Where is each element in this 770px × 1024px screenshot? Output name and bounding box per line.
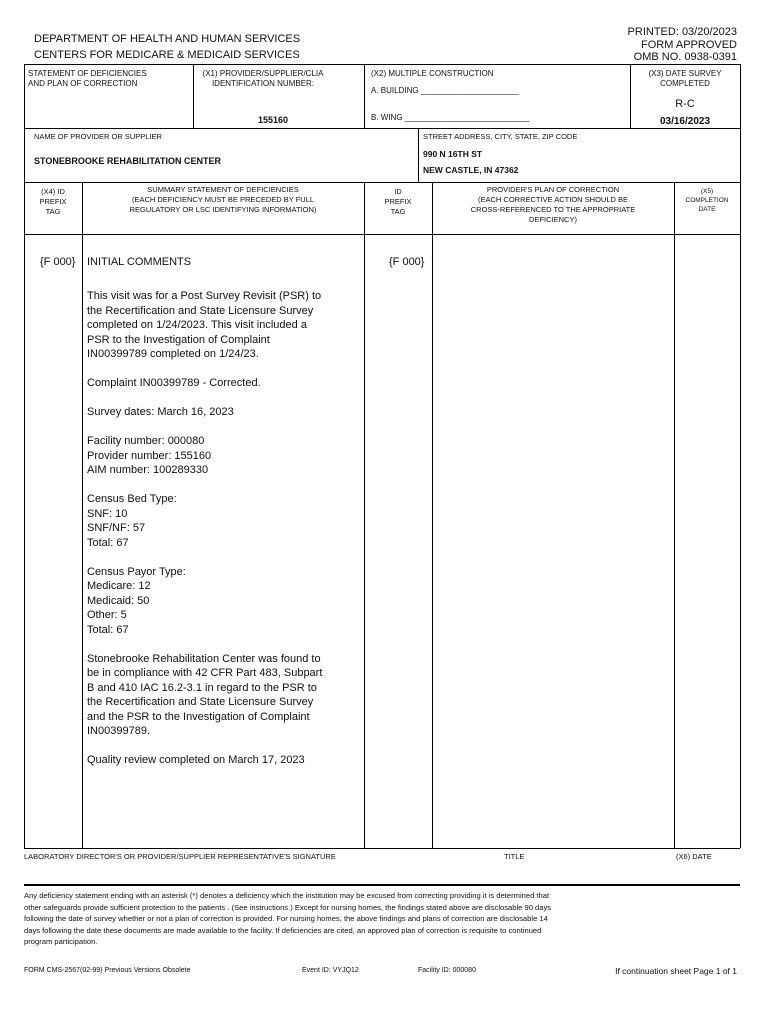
agency-title: CENTERS FOR MEDICARE & MEDICAID SERVICES bbox=[34, 49, 300, 61]
provider-name-label: NAME OF PROVIDER OR SUPPLIER bbox=[34, 132, 162, 141]
comments-body bbox=[87, 289, 362, 782]
frame-left bbox=[24, 64, 25, 848]
signature-label: LABORATORY DIRECTOR'S OR PROVIDER/SUPPLIER REPRESENTATIVE'S SIGNATURE bbox=[24, 852, 336, 861]
provider-number: 155160 bbox=[258, 115, 289, 125]
date-label: (X6) DATE bbox=[676, 852, 712, 861]
divider bbox=[364, 64, 365, 128]
paragraph: Quality review completed on March 17, 2023 bbox=[87, 754, 305, 766]
paragraph: Survey dates: March 16, 2023 bbox=[87, 406, 234, 418]
wing-field: B. WING ____________________________ bbox=[371, 113, 530, 122]
paragraph: This visit was for a Post Survey Revisit (PSR) to the Recertification and State Licensure Survey completed on 1/24/2023. This visit included a PSR to the Investigation of Complaint IN00399789 completed on 1/24/23. bbox=[87, 290, 322, 360]
tag-right: {F 000} bbox=[389, 256, 425, 268]
frame-right bbox=[740, 64, 741, 848]
title-label: TITLE bbox=[504, 852, 525, 861]
divider bbox=[674, 182, 675, 848]
x4-header: (X4) ID PREFIX TAG bbox=[39, 187, 67, 216]
id-header: ID PREFIX TAG bbox=[384, 187, 412, 216]
x5-header: (X5) COMPLETION DATE bbox=[685, 188, 729, 213]
rule bbox=[24, 128, 740, 129]
paragraph: Complaint IN00399789 - Corrected. bbox=[87, 377, 261, 389]
paragraph: Stonebrooke Rehabilitation Center was found to be in compliance with 42 CFR Part 483, Subpart B and 410 IAC 16.2-3.1 in regard to the PSR to the Recertification and State Licensure Survey and the PSR to the Investigation of Complaint IN00399789. bbox=[87, 652, 323, 737]
page-indicator: If continuation sheet Page 1 of 1 bbox=[615, 966, 737, 976]
provider-name: STONEBROOKE REHABILITATION CENTER bbox=[34, 156, 222, 166]
x1-label: (X1) PROVIDER/SUPPLIER/CLIA IDENTIFICATION NUMBER: bbox=[202, 69, 324, 88]
facility-id: Facility ID: 000080 bbox=[418, 967, 476, 974]
x2-label: (X2) MULTIPLE CONSTRUCTION bbox=[371, 69, 494, 78]
building-field: A. BUILDING ______________________ bbox=[371, 86, 519, 95]
paragraph: Census Bed Type: SNF: 10 SNF/NF: 57 Total: 67 bbox=[87, 493, 177, 549]
event-id: Event ID: VYJQ12 bbox=[302, 967, 359, 974]
department-title: DEPARTMENT OF HEALTH AND HUMAN SERVICES bbox=[34, 33, 301, 45]
divider bbox=[82, 182, 83, 848]
section-heading: INITIAL COMMENTS bbox=[87, 256, 192, 268]
plan-header: PROVIDER'S PLAN OF CORRECTION (EACH CORRECTIVE ACTION SHOULD BE CROSS-REFERENCED TO THE APPROPRIATE DEFICIENCY) bbox=[470, 185, 636, 224]
form-id: FORM CMS-2567(02-99) Previous Versions Obsolete bbox=[24, 967, 191, 974]
rule bbox=[24, 182, 740, 183]
x3-label: (X3) DATE SURVEY COMPLETED bbox=[648, 69, 722, 88]
rule bbox=[24, 848, 740, 849]
statement-label: STATEMENT OF DEFICIENCIES AND PLAN OF CORRECTION bbox=[28, 69, 147, 88]
address-street: 990 N 16TH ST bbox=[423, 149, 483, 159]
survey-code: R-C bbox=[675, 98, 695, 110]
printed-date: PRINTED: 03/20/2023 bbox=[627, 26, 737, 38]
divider bbox=[418, 128, 419, 182]
form-approved: FORM APPROVED bbox=[641, 39, 737, 51]
omb-number: OMB NO. 0938-0391 bbox=[633, 51, 737, 63]
address-label: STREET ADDRESS, CITY, STATE, ZIP CODE bbox=[423, 132, 578, 141]
rule bbox=[24, 884, 740, 886]
rule bbox=[24, 64, 740, 65]
paragraph: Census Payor Type: Medicare: 12 Medicaid: 50 Other: 5 Total: 67 bbox=[87, 565, 186, 636]
survey-completed-date: 03/16/2023 bbox=[659, 116, 711, 127]
divider bbox=[364, 182, 365, 848]
divider bbox=[432, 182, 433, 848]
address-city: NEW CASTLE, IN 47362 bbox=[423, 165, 519, 175]
tag-left: {F 000} bbox=[40, 256, 76, 268]
paragraph: Facility number: 000080 Provider number: 155160 AIM number: 100289330 bbox=[87, 435, 212, 476]
rule bbox=[24, 234, 740, 235]
summary-header: SUMMARY STATEMENT OF DEFICIENCIES (EACH DEFICIENCY MUST BE PRECEDED BY FULL REGULATORY OR LSC IDENTIFYING INFORMATION) bbox=[129, 185, 317, 214]
disclosure-note: Any deficiency statement ending with an asterisk (*) denotes a deficiency which the institution may be excused from correcting providing it is determined that other safeguards provide sufficient protection to the patients . (See instructions.) Except for nursing homes, the findings stated above are disclosable 90 days following the date of survey whether or not a plan of correction is provided. For nursing homes, the above findings and plans of correction are disclosable 14 days following the date these documents are made available to the facility. If deficiencies are cited, an approved plan of correction is requisite to continued program participation. bbox=[24, 891, 552, 946]
